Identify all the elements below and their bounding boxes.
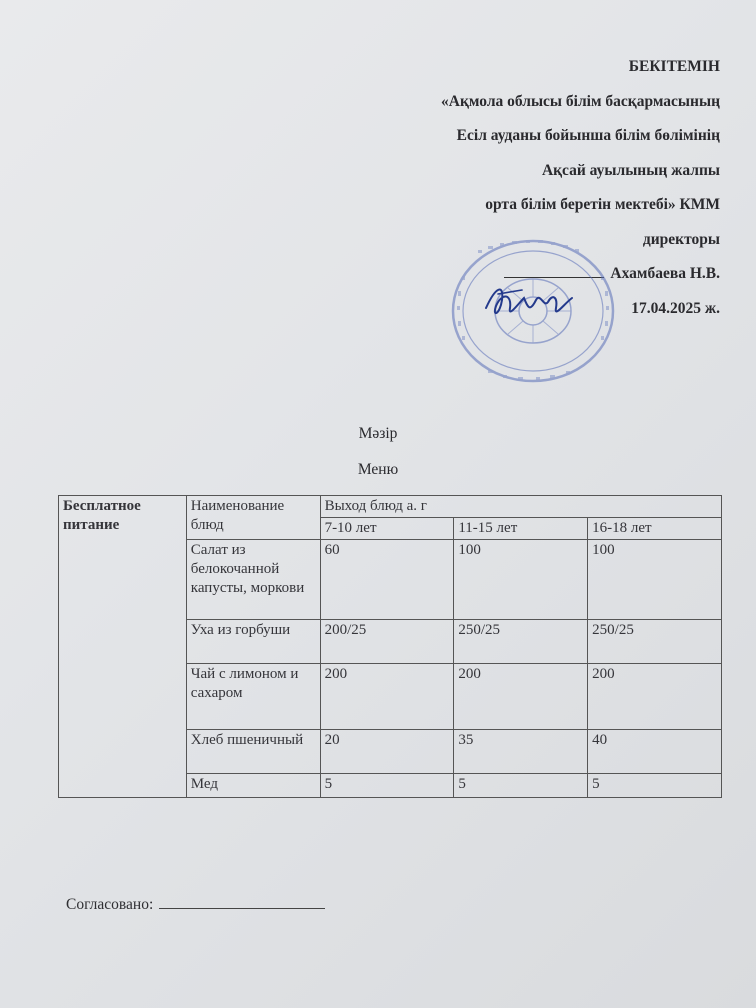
yield-value-cell: 40 [588, 730, 722, 774]
dish-name-cell: Салат из белокочанной капусты, моркови [186, 540, 320, 620]
approval-line-1: «Ақмола облысы білім басқармасының [441, 92, 720, 110]
dish-header-cell: Наименование блюд [186, 496, 320, 540]
yield-value-cell: 100 [454, 540, 588, 620]
approval-heading: БЕКІТЕМІН [628, 58, 720, 75]
yield-value-cell: 200 [454, 664, 588, 730]
director-signature-icon [478, 278, 578, 328]
approval-line-3: Ақсай ауылының жалпы [541, 161, 720, 179]
yield-value-cell: 5 [588, 774, 722, 798]
approval-date: 17.04.2025 ж. [631, 299, 720, 317]
approval-line-5: директоры [642, 230, 720, 248]
age-group-cell: 11-15 лет [454, 518, 588, 540]
menu-title-russian: Меню [357, 461, 399, 478]
yield-header-cell: Выход блюд а. г [320, 496, 721, 518]
yield-value-cell: 200 [588, 664, 722, 730]
yield-value-cell: 60 [320, 540, 454, 620]
agreed-section [66, 896, 325, 914]
yield-value-cell: 250/25 [588, 620, 722, 664]
table-header-row [59, 496, 722, 518]
dish-name-cell: Хлеб пшеничный [186, 730, 320, 774]
agreed-signature-line [159, 908, 325, 909]
yield-value-cell: 5 [320, 774, 454, 798]
approval-line-2: Есіл ауданы бойынша білім бөлімінің [456, 127, 720, 144]
yield-value-cell: 200/25 [320, 620, 454, 664]
yield-value-cell: 35 [454, 730, 588, 774]
yield-value-cell: 250/25 [454, 620, 588, 664]
yield-value-cell: 100 [588, 540, 722, 620]
dish-name-cell: Уха из горбуши [186, 620, 320, 664]
category-cell: Бесплатное питание [59, 496, 187, 798]
dish-name-cell: Мед [186, 774, 320, 798]
menu-title-kazakh: Мәзір [358, 425, 398, 442]
yield-value-cell: 5 [454, 774, 588, 798]
director-name: Ахамбаева Н.В. [610, 265, 720, 282]
yield-value-cell: 200 [320, 664, 454, 730]
dish-name-cell: Чай с лимоном и сахаром [186, 664, 320, 730]
menu-table [58, 495, 722, 798]
approval-line-4: орта білім беретін мектебі» КММ [485, 196, 720, 213]
agreed-label: Согласовано: [66, 896, 154, 913]
age-group-cell: 16-18 лет [588, 518, 722, 540]
yield-value-cell: 20 [320, 730, 454, 774]
age-group-cell: 7-10 лет [320, 518, 454, 540]
